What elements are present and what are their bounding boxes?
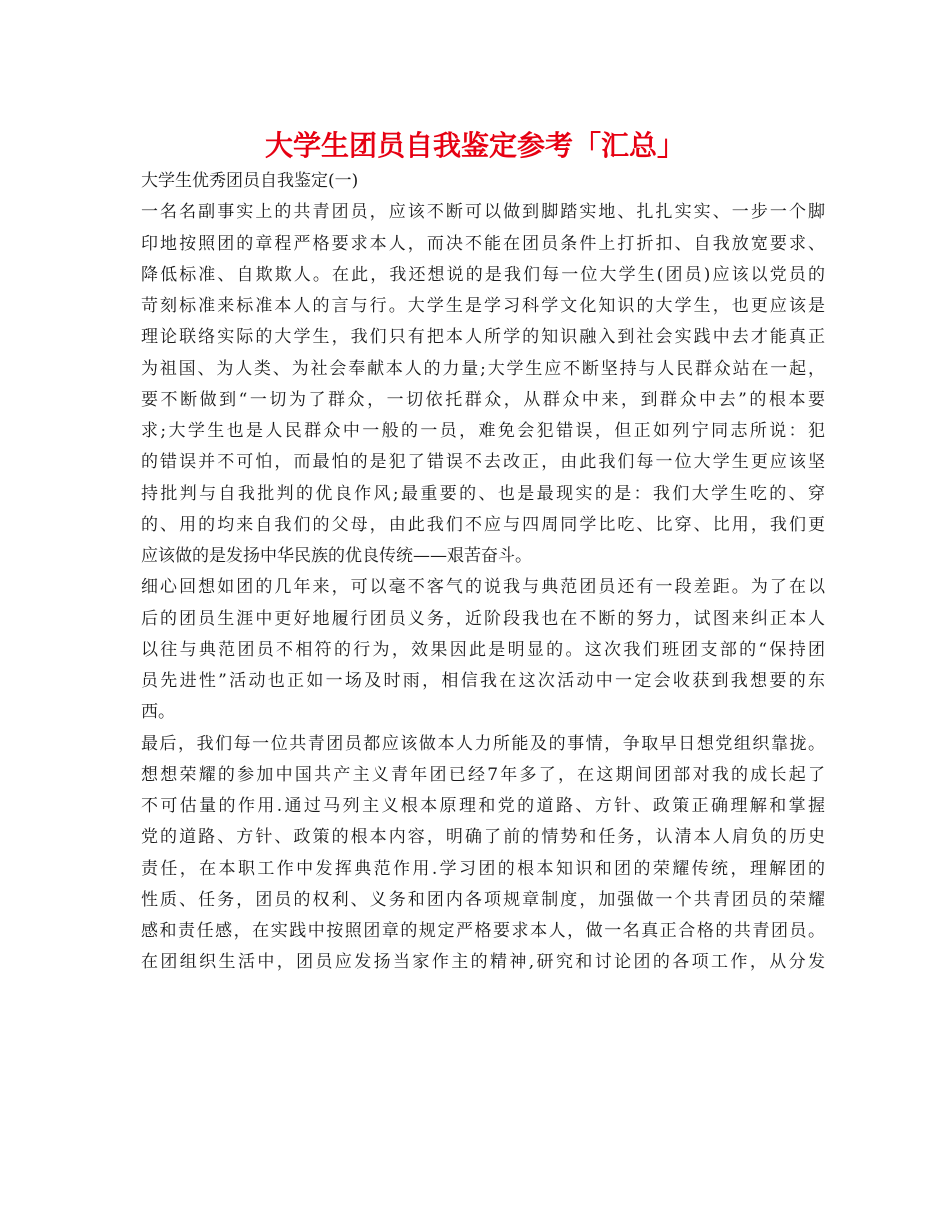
- text-line: 印地按照团的章程严格要求本人，而决不能在团员条件上打折扣、自我放宽要求、: [141, 233, 825, 254]
- text-line: 想想荣耀的参加中国共产主义青年团已经7年多了，在这期间团部对我的成长起了: [141, 764, 825, 785]
- text-line: 感和责任感，在实践中按照团章的规定严格要求本人，做一名真正合格的共青团员。: [141, 921, 825, 941]
- text-line: 的、用的均来自我们的父母，由此我们不应与四周同学比吃、比穿、比用，我们更: [141, 514, 825, 535]
- text-line: 降低标准、自欺欺人。在此，我还想说的是我们每一位大学生(团员)应该以党员的: [141, 264, 825, 285]
- text-line: 持批判与自我批判的优良作风;最重要的、也是最现实的是：我们大学生吃的、穿: [141, 483, 825, 504]
- text-line: 的错误并不可怕，而最怕的是犯了错误不去改正，由此我们每一位大学生更应该坚: [141, 452, 825, 473]
- text-line: 西。: [141, 702, 175, 723]
- text-line: 大学生优秀团员自我鉴定(一): [141, 171, 359, 191]
- document-title: 大学生团员自我鉴定参考「汇总」: [264, 129, 685, 162]
- text-line: 细心回想如团的几年来，可以毫不客气的说我与典范团员还有一段差距。为了在以: [141, 577, 825, 598]
- text-line: 后的团员生涯中更好地履行团员义务，近阶段我也在不断的努力，试图来纠正本人: [141, 608, 825, 629]
- text-line: 一名名副事实上的共青团员，应该不断可以做到脚踏实地、扎扎实实、一步一个脚: [141, 202, 825, 223]
- text-line: 理论联络实际的大学生，我们只有把本人所学的知识融入到社会实践中去才能真正: [141, 327, 825, 348]
- text-line: 为祖国、为人类、为社会奉献本人的力量;大学生应不断坚持与人民群众站在一起，: [141, 358, 825, 379]
- text-line: 以往与典范团员不相符的行为，效果因此是明显的。这次我们班团支部的“保持团: [141, 639, 825, 660]
- text-line: 求;大学生也是人民群众中一般的一员，难免会犯错误，但正如列宁同志所说：犯: [141, 421, 825, 441]
- text-line: 不可估量的作用.通过马列主义根本原理和党的道路、方针、政策正确理解和掌握: [141, 796, 825, 816]
- text-line: 要不断做到“一切为了群众，一切依托群众，从群众中来，到群众中去”的根本要: [141, 389, 825, 410]
- text-line: 苛刻标准来标准本人的言与行。大学生是学习科学文化知识的大学生，也更应该是: [141, 296, 825, 316]
- text-line: 最后，我们每一位共青团员都应该做本人力所能及的事情，争取早日想党组织靠拢。: [141, 733, 825, 754]
- text-line: 党的道路、方针、政策的根本内容，明确了前的情势和任务，认清本人肩负的历史: [141, 827, 825, 848]
- text-line: 在团组织生活中，团员应发扬当家作主的精神,研究和讨论团的各项工作，从分发: [141, 952, 825, 973]
- text-line: 员先进性”活动也正如一场及时雨，相信我在这次活动中一定会收获到我想要的东: [141, 671, 825, 691]
- text-line: 应该做的是发扬中华民族的优良传统——艰苦奋斗。: [141, 546, 532, 566]
- text-line: 责任，在本职工作中发挥典范作用.学习团的根本知识和团的荣耀传统，理解团的: [141, 858, 825, 879]
- text-line: 性质、任务，团员的权利、义务和团内各项规章制度，加强做一个共青团员的荣耀: [141, 889, 825, 910]
- document-body: [141, 166, 825, 979]
